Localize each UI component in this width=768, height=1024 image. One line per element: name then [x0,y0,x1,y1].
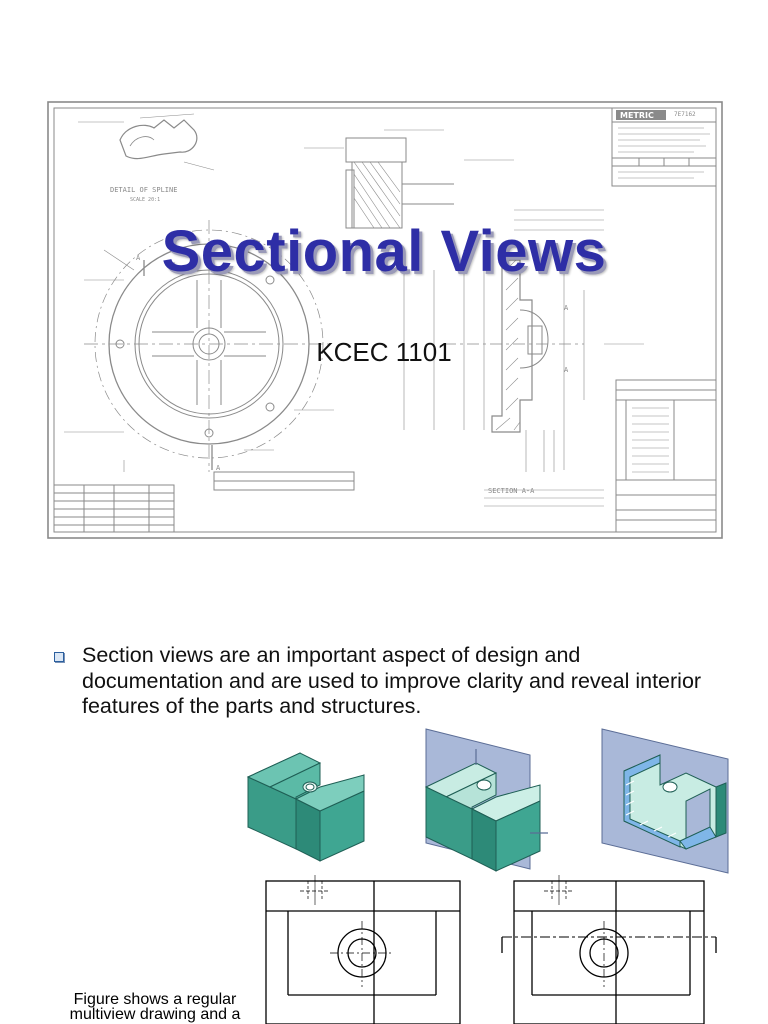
section-letter-bottom: A [564,366,569,374]
cut-letter-bottom: A [216,464,221,472]
section-view-figures [240,725,740,1024]
square-bullet-icon [54,652,64,662]
detail-scale: SCALE 20:1 [130,197,161,203]
caption-line-2: multiview drawing and a [69,1006,241,1023]
slide-title: Sectional Views [161,219,607,284]
engineering-drawing-background [44,100,726,540]
section-letter-top: A [564,304,569,312]
drawing-number: 7E7162 [674,111,696,118]
section-view-isometric [602,729,728,873]
cut-letter-top: A [136,254,141,262]
bullet-text: Section views are an important aspect of design and documentation and are used to improve clarity and reveal interior features of the parts and structures. [82,643,702,718]
regular-part-isometric [248,753,364,861]
cutting-plane-isometric [426,729,548,871]
section-label: SECTION A-A [488,487,535,495]
metric-badge: METRIC [620,111,654,120]
course-code: KCEC 1101 [316,337,452,367]
figure-caption [50,992,260,1022]
detail-label: DETAIL OF SPLINE [110,186,178,194]
caption-line-1: Figure shows a regular [73,991,237,1008]
bullet-point [54,643,714,720]
multiview-drawing [266,875,716,1024]
